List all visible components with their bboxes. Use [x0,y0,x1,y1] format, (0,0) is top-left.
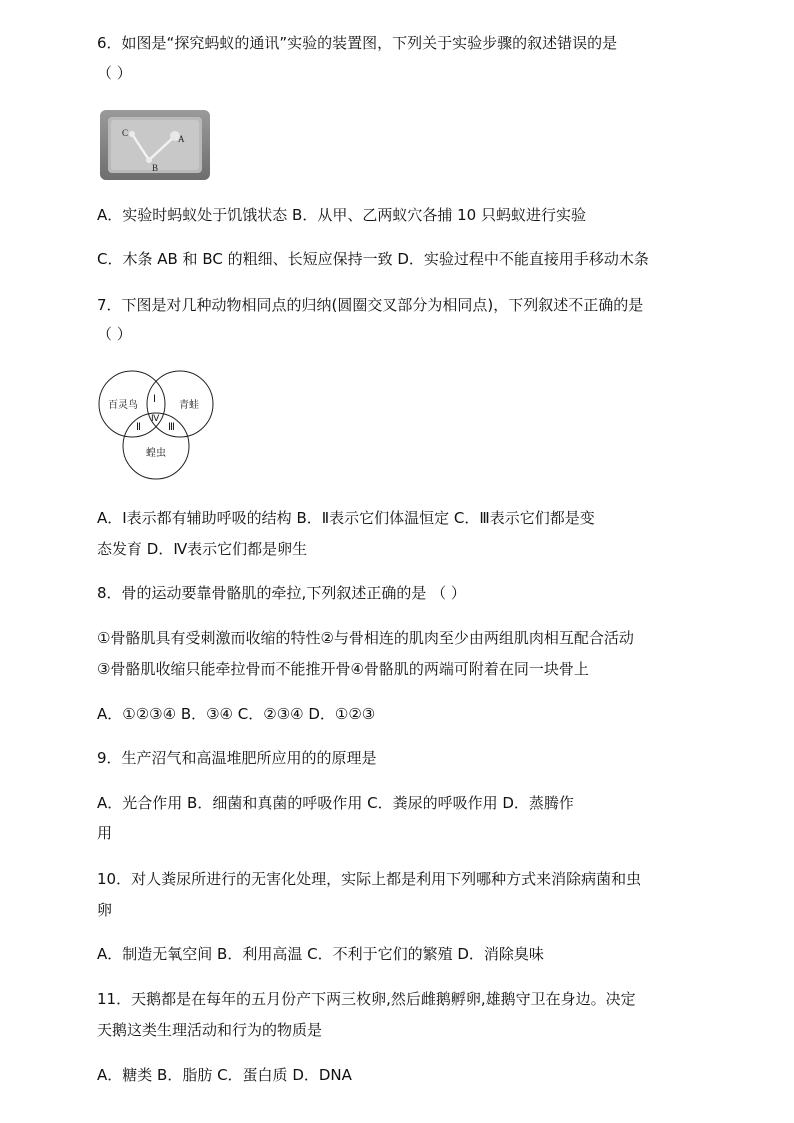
q8-stem: 8．骨的运动要靠骨骼肌的牵拉,下列叙述正确的是 （ ） [97,584,466,602]
q11-stem-line2: 天鹅这类生理活动和行为的物质是 [97,1021,323,1039]
q9-options-line1: A．光合作用 B．细菌和真菌的呼吸作用 C．粪尿的呼吸作用 D．蒸腾作 [97,794,574,812]
q9-stem: 9．生产沼气和高温堆肥所应用的的原理是 [97,749,377,767]
q10-stem-line1: 10．对人粪尿所进行的无害化处理，实际上都是利用下列哪种方式来消除病菌和虫 [97,870,642,888]
label-c: C [122,128,129,138]
q7-stem: 7．下图是对几种动物相同点的归纳(圆圈交叉部分为相同点)，下列叙述不正确的是 [97,296,644,314]
q7-paren: （ ） [97,325,132,343]
q6-stem: 6．如图是“探究蚂蚁的通讯”实验的装置图，下列关于实验步骤的叙述错误的是 [97,34,618,52]
q8-options: A．①②③④ B．③④ C．②③④ D．①②③ [97,705,376,723]
label-a: A [178,134,185,144]
venn-region-2: Ⅱ [136,422,141,433]
q11-stem-line1: 11．天鹅都是在每年的五月份产下两三枚卵,然后雌鹅孵卵,雄鹅守卫在身边。决定 [97,990,636,1008]
q6-options-ab: A．实验时蚂蚁处于饥饿状态 B．从甲、乙两蚁穴各捕 10 只蚂蚁进行实验 [97,206,586,224]
q9-options-line2: 用 [97,824,113,842]
q10-stem-line2: 卵 [97,901,113,919]
q11-options: A．糖类 B．脂肪 C．蛋白质 D．DNA [97,1066,352,1084]
venn-label-bird: 百灵鸟 [108,400,138,411]
q7-options-line2: 态发育 D．Ⅳ表示它们都是卵生 [97,540,308,558]
venn-region-3: Ⅲ [168,422,175,433]
q8-statements-line2: ③骨骼肌收缩只能牵拉骨而不能推开骨④骨骼肌的两端可附着在同一块骨上 [97,660,589,678]
q6-options-cd: C．木条 AB 和 BC 的粗细、长短应保持一致 D．实验过程中不能直接用手移动木条 [97,250,649,268]
venn-label-frog: 青蛙 [179,400,199,411]
q8-statements-line1: ①骨骼肌具有受刺激而收缩的特性②与骨相连的肌肉至少由两组肌肉相互配合活动 [97,629,634,647]
ant-experiment-figure [100,110,210,180]
q10-options: A．制造无氧空间 B．利用高温 C．不利于它们的繁殖 D．消除臭味 [97,945,544,963]
venn-label-locust: 蝗虫 [146,448,166,459]
q6-paren: （ ） [97,64,132,82]
venn-diagram [96,366,218,484]
venn-region-4: Ⅳ [151,413,160,423]
label-b: B [152,163,159,173]
q7-options-line1: A．Ⅰ表示都有辅助呼吸的结构 B．Ⅱ表示它们体温恒定 C．Ⅲ表示它们都是变 [97,509,595,527]
venn-region-1: Ⅰ [153,394,156,405]
